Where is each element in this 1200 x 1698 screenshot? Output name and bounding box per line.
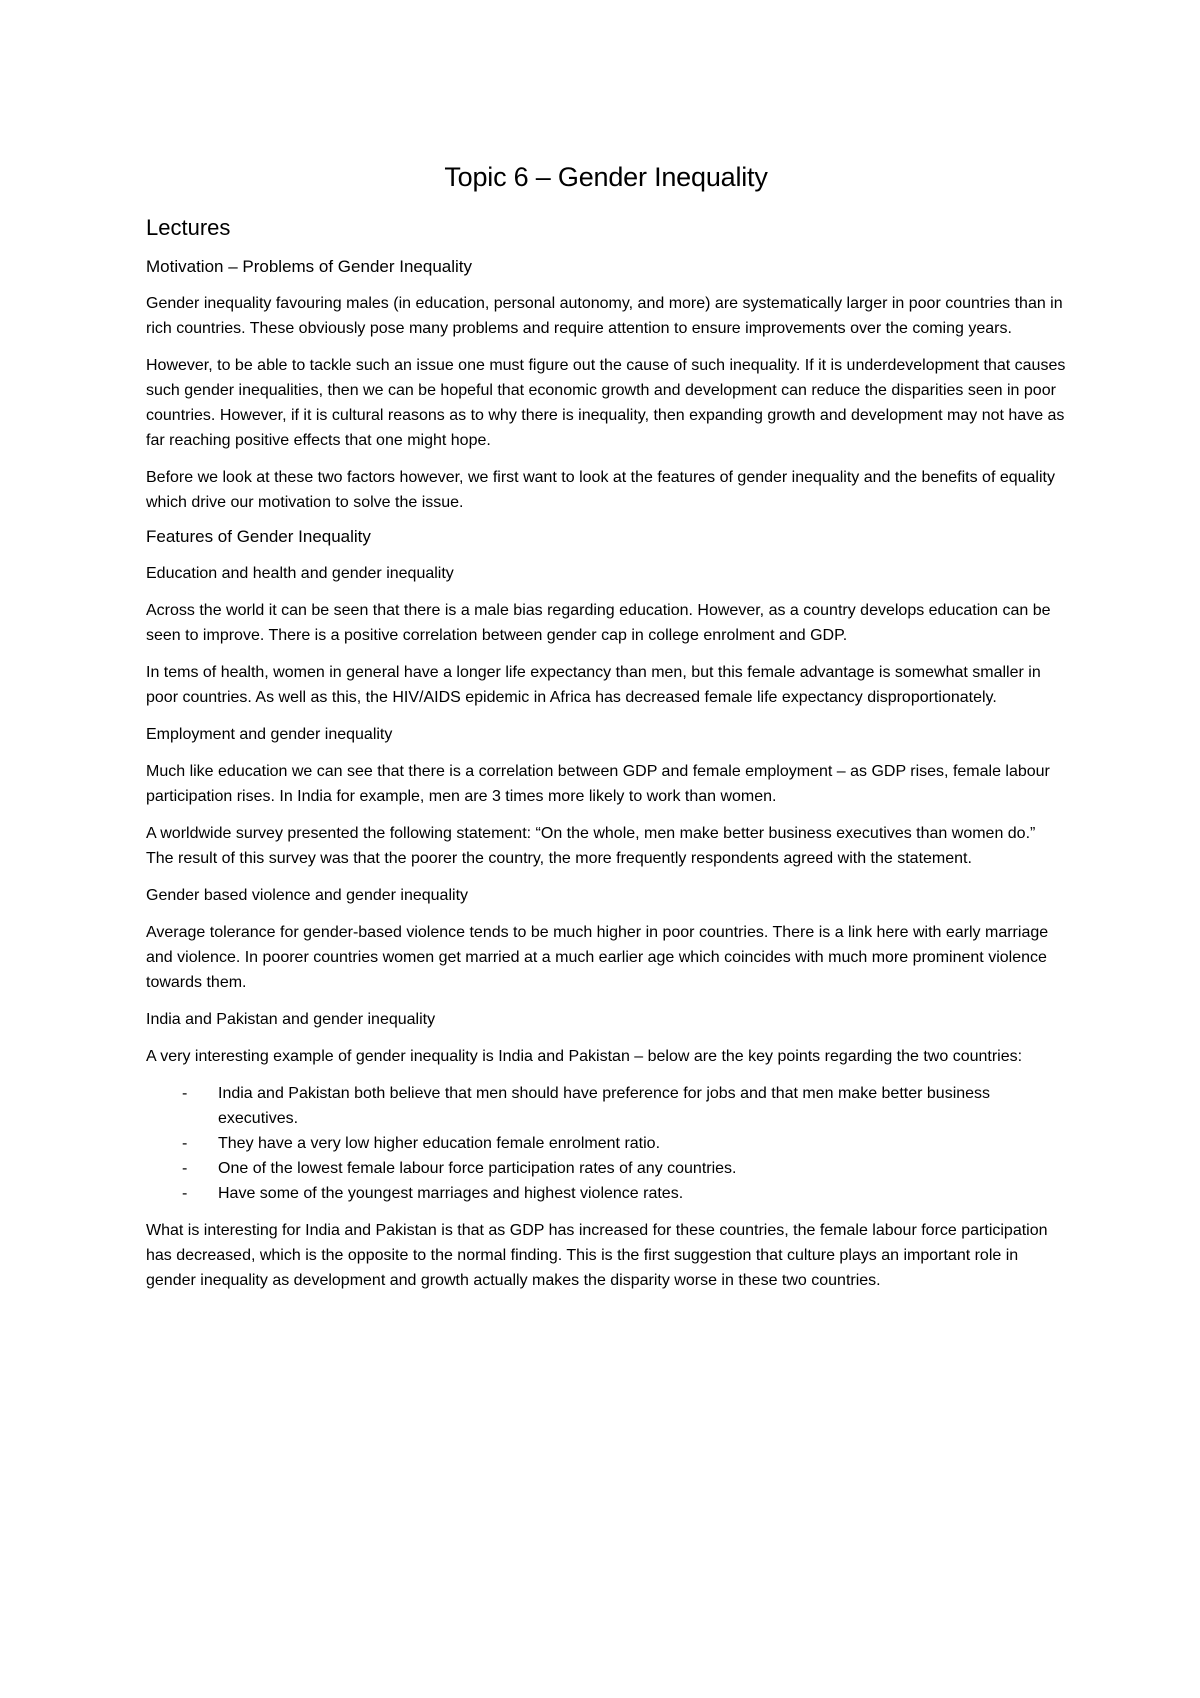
document-body <box>146 257 1066 1293</box>
paragraph: A worldwide survey presented the following statement: “On the whole, men make better business executives than women do.” The result of this survey was that the poorer the country, the more frequently respondents agreed with the statement. <box>146 825 1036 867</box>
list-item <box>146 1156 1066 1181</box>
paragraph: However, to be able to tackle such an issue one must figure out the cause of such inequality. If it is underdevelopment that causes such gender inequalities, then we can be hopeful that economic growth and development can reduce the disparities seen in poor countries. However, if it is cultural reasons as to why there is inequality, then expanding growth and development may not have as far reaching positive effects that one might hope. <box>146 357 1066 449</box>
bullet-marker: - <box>182 1135 188 1152</box>
list-item <box>146 1131 1066 1156</box>
list-item-text: One of the lowest female labour force participation rates of any countries. <box>218 1160 737 1177</box>
paragraph: Much like education we can see that there is a correlation between GDP and female employment – as GDP rises, female labour participation rises. In India for example, men are 3 times more likely to work than women. <box>146 763 1050 805</box>
subsection-heading: Features of Gender Inequality <box>146 527 371 546</box>
paragraph: Gender inequality favouring males (in education, personal autonomy, and more) are systematically larger in poor countries than in rich countries. These obviously pose many problems and require attention to ensure improvements over the coming years. <box>146 295 1063 337</box>
paragraph: A very interesting example of gender inequality is India and Pakistan – below are the key points regarding the two countries: <box>146 1048 1023 1065</box>
list-item-text: India and Pakistan both believe that men should have preference for jobs and that men make better business executives. <box>218 1085 991 1127</box>
subsection-heading: Motivation – Problems of Gender Inequality <box>146 257 473 276</box>
section-heading: Lectures <box>146 215 231 240</box>
document-title: Topic 6 – Gender Inequality <box>444 162 768 192</box>
paragraph: Before we look at these two factors however, we first want to look at the features of gender inequality and the benefits of equality which drive our motivation to solve the issue. <box>146 469 1055 511</box>
document-content <box>146 162 1066 1305</box>
bullet-marker: - <box>182 1160 188 1177</box>
list-item-text: Have some of the youngest marriages and highest violence rates. <box>218 1185 684 1202</box>
paragraph: Education and health and gender inequality <box>146 565 454 582</box>
paragraph: Average tolerance for gender-based violence tends to be much higher in poor countries. There is a link here with early marriage and violence. In poorer countries women get married at a much earlier age which coincides with much more prominent violence towards them. <box>146 924 1049 991</box>
paragraph: Gender based violence and gender inequality <box>146 887 469 904</box>
paragraph: In tems of health, women in general have a longer life expectancy than men, but this female advantage is somewhat smaller in poor countries. As well as this, the HIV/AIDS epidemic in Africa has decreased female life expectancy disproportionately. <box>146 664 1041 706</box>
paragraph: India and Pakistan and gender inequality <box>146 1011 436 1028</box>
bullet-marker: - <box>182 1185 188 1202</box>
list-item-text: They have a very low higher education female enrolment ratio. <box>218 1135 661 1152</box>
bullet-marker: - <box>182 1085 188 1102</box>
paragraph: Employment and gender inequality <box>146 726 393 743</box>
list-item <box>146 1081 1066 1131</box>
paragraph: What is interesting for India and Pakistan is that as GDP has increased for these countries, the female labour force participation has decreased, which is the opposite to the normal finding. This is the first suggestion that culture plays an important role in gender inequality as development and growth actually makes the disparity worse in these two countries. <box>146 1222 1048 1289</box>
list-item <box>146 1181 1066 1206</box>
paragraph: Across the world it can be seen that there is a male bias regarding education. However, as a country develops education can be seen to improve. There is a positive correlation between gender cap in college enrolment and GDP. <box>146 602 1051 644</box>
bullet-list <box>146 1081 1066 1206</box>
